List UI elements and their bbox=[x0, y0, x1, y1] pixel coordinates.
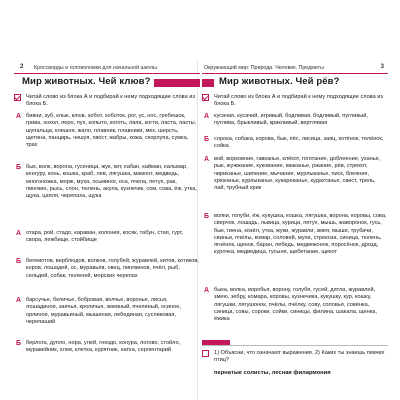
title-band bbox=[14, 76, 200, 89]
block-a bbox=[202, 113, 388, 128]
checkbox-icon bbox=[202, 350, 209, 357]
block-a bbox=[14, 113, 200, 149]
left-page bbox=[14, 62, 200, 400]
block-text: бивни, зуб, клык, клюв, хобот, хоботок, рог, ус, нос, гребешок, грива, хохол, перо, пух, копыто, коготь, лапа, когти, ласта, ласты, шупальца, клешня, жало, плавник, плавники, мех, шерсть, щетина, панцирь, чешуя, хвост, жабры, кожа, скорлупа, сумка, трах bbox=[26, 113, 197, 149]
title-decoration-bar bbox=[202, 79, 214, 87]
block-b bbox=[14, 258, 200, 280]
block-letter-a: А bbox=[16, 297, 22, 304]
page-title: Мир животных. Чей клюв? bbox=[22, 76, 154, 87]
block-letter-a: А bbox=[16, 230, 22, 237]
block-b bbox=[14, 164, 200, 200]
block-text: бегемотов, верблюдов, волков, голубей, журавлей, китов, котиков, коров, лошадей, ос, муравьёв, овец, пингвинов, пчёл, рыб, сельдей, собак, тюленей, морских черепах bbox=[26, 258, 199, 279]
running-head-text: Кроссворды и головоломки для начальной школы bbox=[34, 64, 157, 71]
right-page bbox=[202, 62, 388, 400]
block-text: кусачая, кусачий, игривый, бодливая, бодливый, пугливый, пуглива, брыкливый, крикливый, вертлявая bbox=[214, 113, 368, 127]
title-band bbox=[202, 76, 388, 89]
block-letter-b: Б bbox=[204, 136, 210, 143]
page-number: 3 bbox=[380, 64, 384, 70]
answer-line-accent bbox=[202, 340, 230, 345]
block-b bbox=[14, 340, 200, 355]
block-text: быка, волка, воробья, ворону, голубя, гусей, дятла, журавлей, змею, зебру, комара, коровы, кузнечика, кукушку, кур, кошку, лягушки, лягушонок, пчёлы, пчёлку, сову, соловья, совёнка, синица, совы, сороки, сойки, синицы, филина, шакала, щенка, ёжика bbox=[214, 287, 377, 323]
block-letter-a: А bbox=[16, 113, 22, 120]
block-text: волки, голуби, ёж, кукушка, кошка, лягушка, ворона, коровы, сова, сверчок, лошадь, львица, курица, петух, мышь, жаворонок, гусь, бык, гиена, козёл, утка, жуки, журавли, змея, мыши, трубачи, свиньи, пчёлы, комар, соловей, мухи, стрекоза, синица, тюлень, ягнёнок, щенок, баран, лебедь, медвежонок, поросёнок, дрозд, курочка, медведица, гусыня, щебетание, щекот bbox=[214, 213, 387, 256]
block-a bbox=[202, 156, 388, 192]
task-text: Читай слово из блока А и подбирай к нему подходящие слова из блока Б. bbox=[214, 94, 383, 108]
question-text: 1) Объясни, что означают выражения. 2) Каких ты знаешь певчих птиц? bbox=[214, 350, 385, 364]
block-text: берлога, дупло, нора, улей, гнездо, конура, логово, стойло, муравейник, хлев, клетка, курятник, хатка, серпентарий bbox=[26, 340, 181, 354]
running-head bbox=[14, 62, 200, 74]
block-b bbox=[202, 213, 388, 257]
page-title: Мир животных. Чей рёв? bbox=[219, 76, 343, 87]
block-text: барсучье, беличье, бобровая, волчье, воронье, лисья, лошадиное, заячья, кроличья, змеиный, пчелиный, осиное, орлиное, муравьиный, мышиная, лебединая, сусликовая, черепаший bbox=[26, 297, 181, 325]
page-number: 2 bbox=[20, 64, 24, 70]
block-letter-b: Б bbox=[16, 164, 22, 171]
task-instruction bbox=[202, 94, 388, 108]
block-letter-a: А bbox=[204, 156, 210, 163]
block-letter-a: А bbox=[204, 287, 210, 294]
question bbox=[202, 350, 388, 365]
checkbox-icon bbox=[202, 94, 209, 101]
checkbox-icon bbox=[14, 94, 21, 101]
block-text: сорока, собака, корова, бык, пёс, лисица, заяц, котёнок, телёнок, сойка bbox=[214, 136, 384, 150]
block-a bbox=[202, 287, 388, 323]
block-text: бык, волк, ворона, гусеница, жук, кит, кабан, кайман, кальмар, кенгуру, конь, кошка, краб, лев, лягушка, мамонт, медведь, многоножка, морж, муха, осьминог, оса, пчела, петух, рак, пингвин, рысь, слон, тюлень, акула, кузнечик, сом, сова, ёж, утка, щука, цапля, черепаха, щука bbox=[26, 164, 197, 200]
block-letter-a: А bbox=[204, 113, 210, 120]
block-letter-b: Б bbox=[16, 340, 22, 347]
block-letter-b: Б bbox=[204, 213, 210, 220]
block-a bbox=[14, 297, 200, 326]
running-head bbox=[202, 62, 388, 74]
block-a bbox=[14, 230, 200, 245]
task-instruction bbox=[14, 94, 200, 108]
task-text: Читай слово из блока А и подбирай к нему подходящие слова из блока Б. bbox=[26, 94, 195, 108]
answer-line bbox=[202, 340, 388, 346]
block-text: отара, рой, стадо, караван, колония, косяк, табун, стая, гурт, свора, лежбище, стойбище bbox=[26, 230, 184, 244]
block-letter-b: Б bbox=[16, 258, 22, 265]
block-b bbox=[202, 136, 388, 151]
block-text: вой, ворковние, гавканье, клёкот, гоготание, доблеение, уханье, рык, жужжание, кукование, кваканье, ржание, рёв, стрекот, чириканье, шипение, мычание, мурлыканье, писк, блеяние, хрюканье, курлыканье, кукареканье, кудахтанье, свист, трель, лай, трубный крик bbox=[214, 156, 381, 192]
running-head-text: Окружающий мир: Природа. Человек. Предметы bbox=[204, 64, 324, 71]
hint-text: пернатые солисты, лесная филармония bbox=[214, 370, 331, 376]
